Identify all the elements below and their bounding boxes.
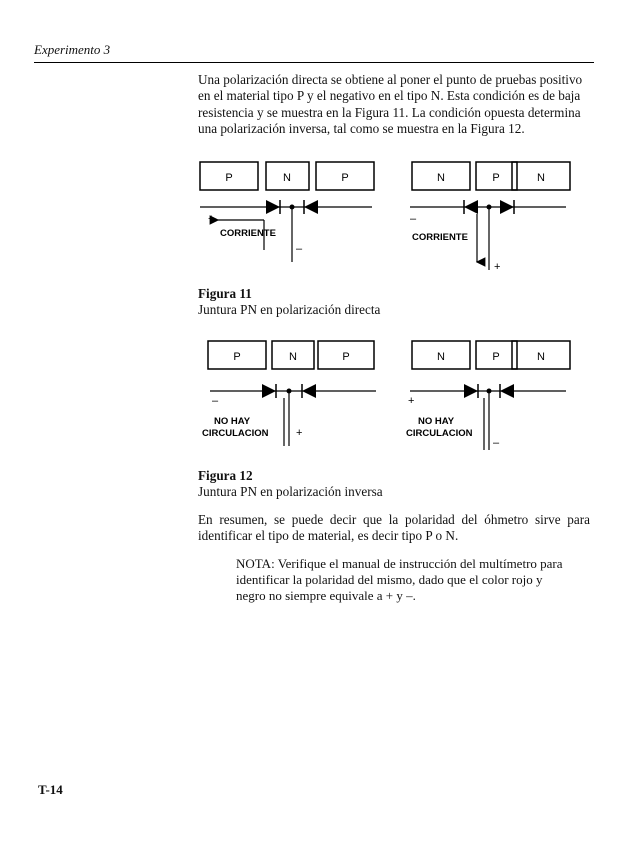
svg-text:+: +	[208, 213, 215, 225]
figure-12-text: Juntura PN en polarización inversa	[198, 484, 383, 499]
fig11-right-block-3	[512, 162, 570, 190]
diode-icon	[500, 200, 514, 214]
fig12-right-block-3	[512, 341, 570, 369]
svg-text:CIRCULACION: CIRCULACION	[406, 428, 473, 439]
fig12-left-block-2	[272, 341, 314, 369]
svg-text:NO HAY: NO HAY	[418, 416, 455, 427]
svg-text:–: –	[296, 243, 303, 255]
figure-12-right	[406, 341, 570, 450]
svg-text:CORRIENTE: CORRIENTE	[220, 228, 276, 239]
fig11-left-block-2	[266, 162, 309, 190]
figure-12-left	[202, 341, 376, 446]
svg-text:–: –	[493, 437, 500, 449]
fig11-left-block-3	[316, 162, 374, 190]
fig11-right-block-1	[412, 162, 470, 190]
svg-text:P: P	[225, 172, 233, 184]
svg-text:N: N	[537, 172, 545, 184]
diode-icon	[304, 200, 318, 214]
svg-text:–: –	[212, 395, 219, 407]
diode-icon	[464, 384, 478, 398]
svg-text:CORRIENTE: CORRIENTE	[412, 232, 468, 243]
diode-icon	[266, 200, 280, 214]
svg-text:N: N	[537, 351, 545, 363]
svg-text:N: N	[437, 172, 445, 184]
diode-icon	[302, 384, 316, 398]
svg-text:N: N	[437, 351, 445, 363]
svg-text:+: +	[494, 261, 501, 273]
svg-text:+: +	[296, 427, 303, 439]
fig12-right-block-1	[412, 341, 470, 369]
svg-text:NO HAY: NO HAY	[214, 416, 251, 427]
diode-icon	[500, 384, 514, 398]
svg-text:P: P	[341, 172, 349, 184]
svg-text:N: N	[289, 351, 297, 363]
fig12-right-block-2	[476, 341, 517, 369]
svg-text:–: –	[410, 213, 417, 225]
figure-11-caption	[198, 286, 380, 318]
svg-text:P: P	[492, 351, 500, 363]
figure-11-number: Figura 11	[198, 286, 252, 301]
diode-icon	[262, 384, 276, 398]
fig11-right-block-2	[476, 162, 517, 190]
svg-text:N: N	[283, 172, 291, 184]
note-paragraph: NOTA: Verifique el manual de instrucción del multímetro para identificar la polaridad del mismo, dado que el color rojo y negro no siempre equivale a + y –.	[236, 556, 563, 603]
figure-11-text: Juntura PN en polarización directa	[198, 302, 381, 317]
running-header: Experimento 3	[34, 42, 111, 57]
svg-text:P: P	[233, 351, 241, 363]
svg-text:CIRCULACION: CIRCULACION	[202, 428, 269, 439]
svg-text:+: +	[408, 395, 415, 407]
fig12-left-block-3	[318, 341, 374, 369]
fig12-left-block-1	[208, 341, 266, 369]
figure-11-left	[200, 162, 374, 262]
fig11-left-block-1	[200, 162, 258, 190]
summary-paragraph: En resumen, se puede decir que la polaridad del óhmetro sirve para identificar el tipo de material, es decir tipo P o N.	[198, 512, 590, 544]
intro-paragraph: Una polarización directa se obtiene al poner el punto de pruebas positivo en el material tipo P y el negativo en el tipo N. Esta condición es de baja resistencia y se muestra en la Figura 11. La condición opuesta determina una polarización inversa, tal como se muestra en la Figura 12.	[198, 72, 583, 137]
svg-text:P: P	[492, 172, 500, 184]
page-number: T-14	[38, 782, 63, 797]
figure-11-right	[410, 162, 570, 273]
figure-12-number: Figura 12	[198, 468, 253, 483]
svg-text:P: P	[342, 351, 350, 363]
figure-12-caption	[198, 468, 383, 500]
diode-icon	[464, 200, 478, 214]
